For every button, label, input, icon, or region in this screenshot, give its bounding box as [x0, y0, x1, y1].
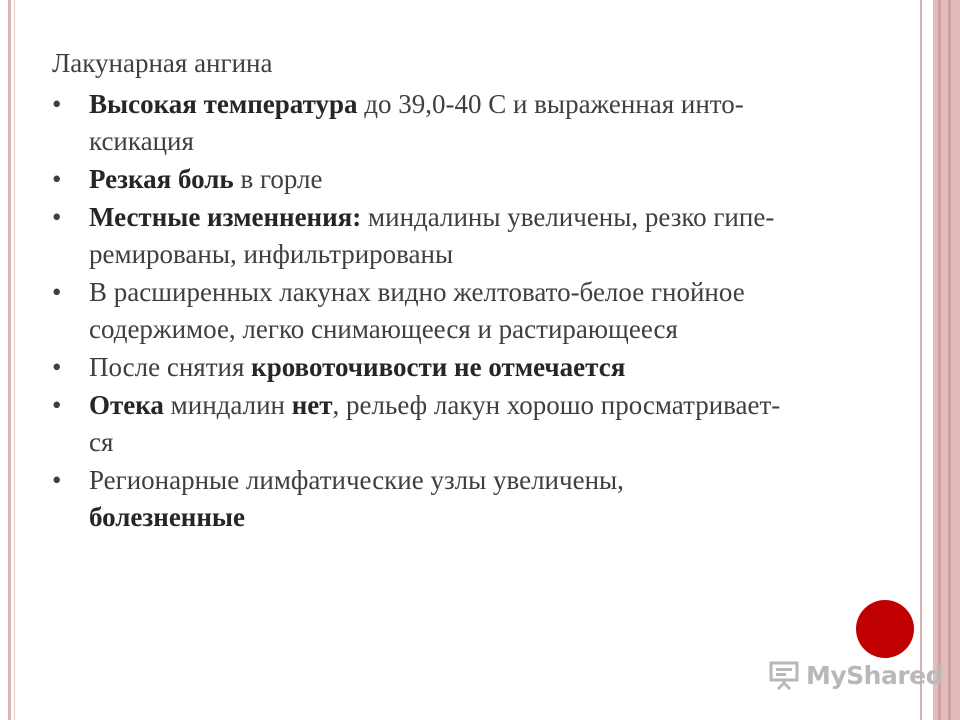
bullet-bold-text: кровоточивости не отмечается — [251, 352, 626, 382]
bullet-dot: • — [52, 202, 62, 232]
bullet-text: ксикация — [89, 126, 194, 156]
watermark-logo — [768, 655, 943, 695]
bullet-dot: • — [52, 164, 62, 194]
bullet-item — [52, 161, 912, 198]
slide-content — [52, 44, 912, 537]
bullet-text: ремированы, инфильтрированы — [89, 239, 454, 269]
bullet-text: миндалины увеличены, резко гипе- — [361, 202, 775, 232]
bullet-dot: • — [52, 390, 62, 420]
bullet-list — [52, 86, 912, 536]
bullet-dot: • — [52, 465, 62, 495]
watermark-text: MyShared — [806, 660, 944, 690]
left-border-line — [8, 0, 11, 720]
bullet-text: Регионарные лимфатические узлы увеличены, — [89, 465, 624, 495]
bullet-bold-text: Резкая боль — [89, 164, 234, 194]
presentation-board-icon — [768, 659, 800, 691]
bullet-item — [52, 199, 912, 273]
bullet-bold-text: Местные изменнения: — [89, 202, 362, 232]
right-border-stripe — [938, 0, 941, 720]
slide-title: Лакунарная ангина — [52, 48, 273, 78]
bullet-bold-text: нет — [291, 390, 333, 420]
bullet-item — [52, 462, 912, 536]
bullet-bold-text: Отека — [89, 390, 164, 420]
bullet-dot: • — [52, 89, 62, 119]
bullet-bold-text: Высокая температура — [89, 89, 358, 119]
bullet-item — [52, 387, 912, 461]
bullet-bold-text: болезненные — [89, 502, 245, 532]
right-border-stripe — [948, 0, 951, 720]
bullet-text: миндалин — [163, 390, 292, 420]
bullet-text: После снятия — [89, 352, 252, 382]
bullet-text: до 39,0-40 С и выраженная инто- — [357, 89, 744, 119]
bullet-item — [52, 274, 912, 348]
bullet-text: содержимое, легко снимающееся и растирающееся — [89, 314, 678, 344]
bullet-text: ся — [89, 427, 114, 457]
right-border-line — [920, 0, 922, 720]
bullet-text: , рельеф лакун хорошо просматривает- — [332, 390, 781, 420]
bullet-dot: • — [52, 352, 62, 382]
red-circle-decoration — [856, 600, 914, 658]
bullet-dot: • — [52, 277, 62, 307]
left-border-line-inner — [14, 0, 15, 720]
bullet-item — [52, 349, 912, 386]
bullet-item — [52, 86, 912, 160]
bullet-text: в горле — [233, 164, 323, 194]
bullet-text: В расширенных лакунах видно желтовато-белое гнойное — [89, 277, 745, 307]
